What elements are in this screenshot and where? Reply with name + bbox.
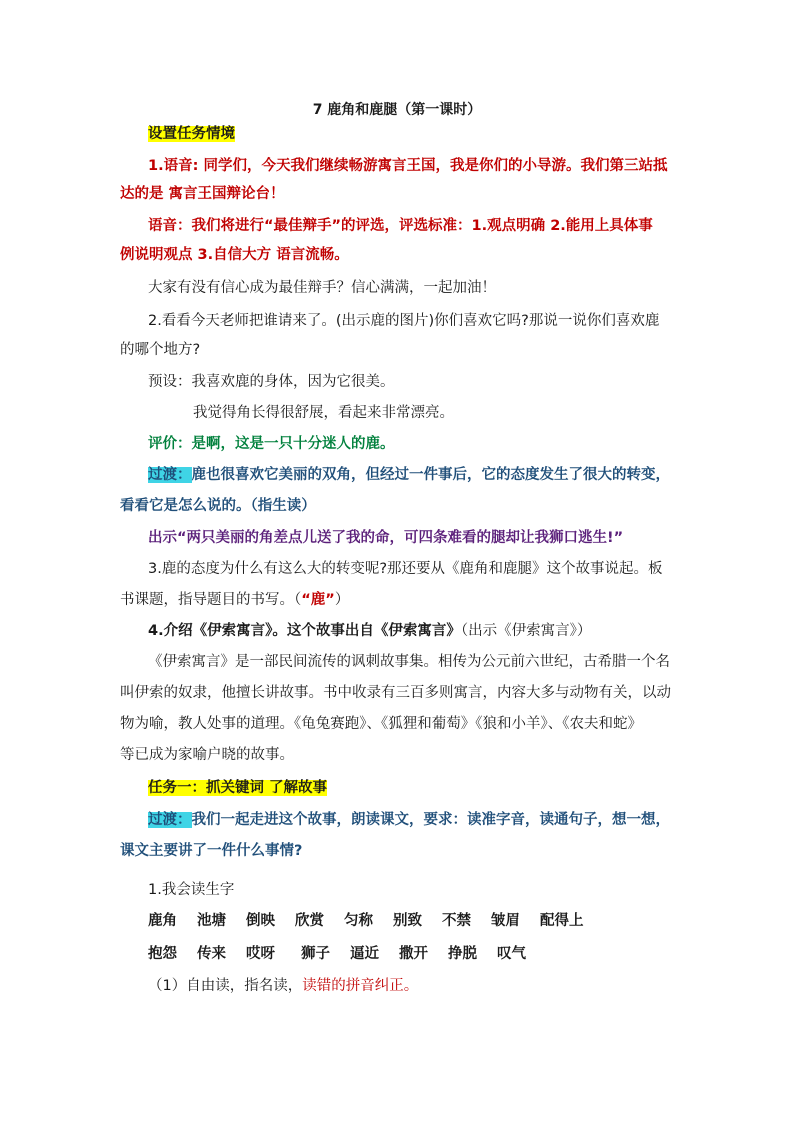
- preset-answer-1: 预设：我喜欢鹿的身体，因为它很美。: [148, 374, 395, 390]
- aesop-desc-line1: 《伊索寓言》是一部民间流传的讽刺故事集。相传为公元前六世纪，古希腊一个名: [148, 654, 670, 670]
- word: 不禁: [442, 913, 471, 929]
- section-heading-1: 设置任务情境: [148, 126, 235, 142]
- transition-2-line2: 课文主要讲了一件什么事情?: [120, 843, 303, 859]
- comment-line: 评价：是啊，这是一只十分迷人的鹿。: [148, 436, 395, 452]
- word: 欣赏: [295, 913, 324, 929]
- paragraph-voice-1-line2: 达的是 寓言王国辩论台！: [120, 186, 285, 202]
- transition-2-line1: 过渡：我们一起走进这个故事，朗读课文，要求：读准字音，读通句子，想一想，: [148, 812, 670, 828]
- transition-label: 过渡：: [148, 467, 192, 483]
- word: 配得上: [540, 913, 584, 929]
- paragraph-aesop-intro: 4.介绍《伊索寓言》。这个故事出自《伊索寓言》（出示《伊索寓言》）: [148, 623, 592, 639]
- word: 池塘: [197, 913, 226, 929]
- paragraph-voice-2-line1: 语音：我们将进行“最佳辩手”的评选，评选标准：1.观点明确 2.能用上具体事: [148, 218, 653, 234]
- paragraph-deer-line1: 2.看看今天老师把谁请来了。(出示鹿的图片)你们喜欢它吗?那说一说你们喜欢鹿: [148, 313, 660, 329]
- word: 狮子: [301, 946, 330, 962]
- word: 叹气: [497, 946, 526, 962]
- word: 挣脱: [448, 946, 477, 962]
- aesop-desc-line2: 叫伊索的奴隶，他擅长讲故事。书中收录有三百多则寓言，内容大多与动物有关，以动: [120, 685, 671, 701]
- word-list-1: [148, 911, 604, 931]
- paragraph-voice-2-line2: 例说明观点 3.自信大方 语言流畅。: [120, 247, 349, 263]
- word: 撒开: [399, 946, 428, 962]
- word: 匀称: [344, 913, 373, 929]
- word: 别致: [393, 913, 422, 929]
- word: 皱眉: [491, 913, 520, 929]
- word: 逼近: [350, 946, 379, 962]
- word: 抱怨: [148, 946, 177, 962]
- transition-1-line2: 看看它是怎么说的。（指生读）: [120, 498, 316, 514]
- lesson-title: 7 鹿角和鹿腿（第一课时）: [312, 102, 482, 118]
- word: 传来: [197, 946, 226, 962]
- paragraph-voice-1-line1: 1.语音: 同学们，今天我们继续畅游寓言王国，我是你们的小导游。我们第三站抵: [148, 158, 668, 174]
- paragraph-attitude-line1: 3.鹿的态度为什么有这么大的转变呢?那还要从《鹿角和鹿腿》这个故事说起。板: [148, 561, 663, 577]
- word: 鹿角: [148, 913, 177, 929]
- transition-1-line1: 过渡：鹿也很喜欢它美丽的双角，但经过一件事后，它的态度发生了很大的转变，: [148, 467, 670, 483]
- paragraph-confidence: 大家有没有信心成为最佳辩手？信心满满，一起加油！: [148, 280, 496, 296]
- reading-instruction: （1）自由读，指名读，读错的拼音纠正。: [148, 978, 419, 994]
- paragraph-attitude-line2: 书课题，指导题目的书写。（“鹿”）: [120, 592, 350, 608]
- show-quote: 出示“两只美丽的角差点儿送了我的命，可四条难看的腿却让我狮口逃生!”: [148, 530, 624, 546]
- word: 倒映: [246, 913, 275, 929]
- task-heading-1: 任务一：抓关键词 了解故事: [148, 780, 328, 796]
- word-list-2: [148, 944, 546, 964]
- aesop-desc-line4: 等已成为家喻户晓的故事。: [120, 747, 294, 763]
- reading-heading: 1.我会读生字: [148, 882, 235, 898]
- word: 哎呀: [246, 946, 275, 962]
- preset-answer-2: 我觉得角长得很舒展，看起来非常漂亮。: [193, 405, 454, 421]
- aesop-desc-line3: 物为喻，教人处事的道理。《龟兔赛跑》、《狐狸和葡萄》《狼和小羊》、《农夫和蛇》: [120, 716, 642, 732]
- paragraph-deer-line2: 的哪个地方?: [120, 342, 201, 358]
